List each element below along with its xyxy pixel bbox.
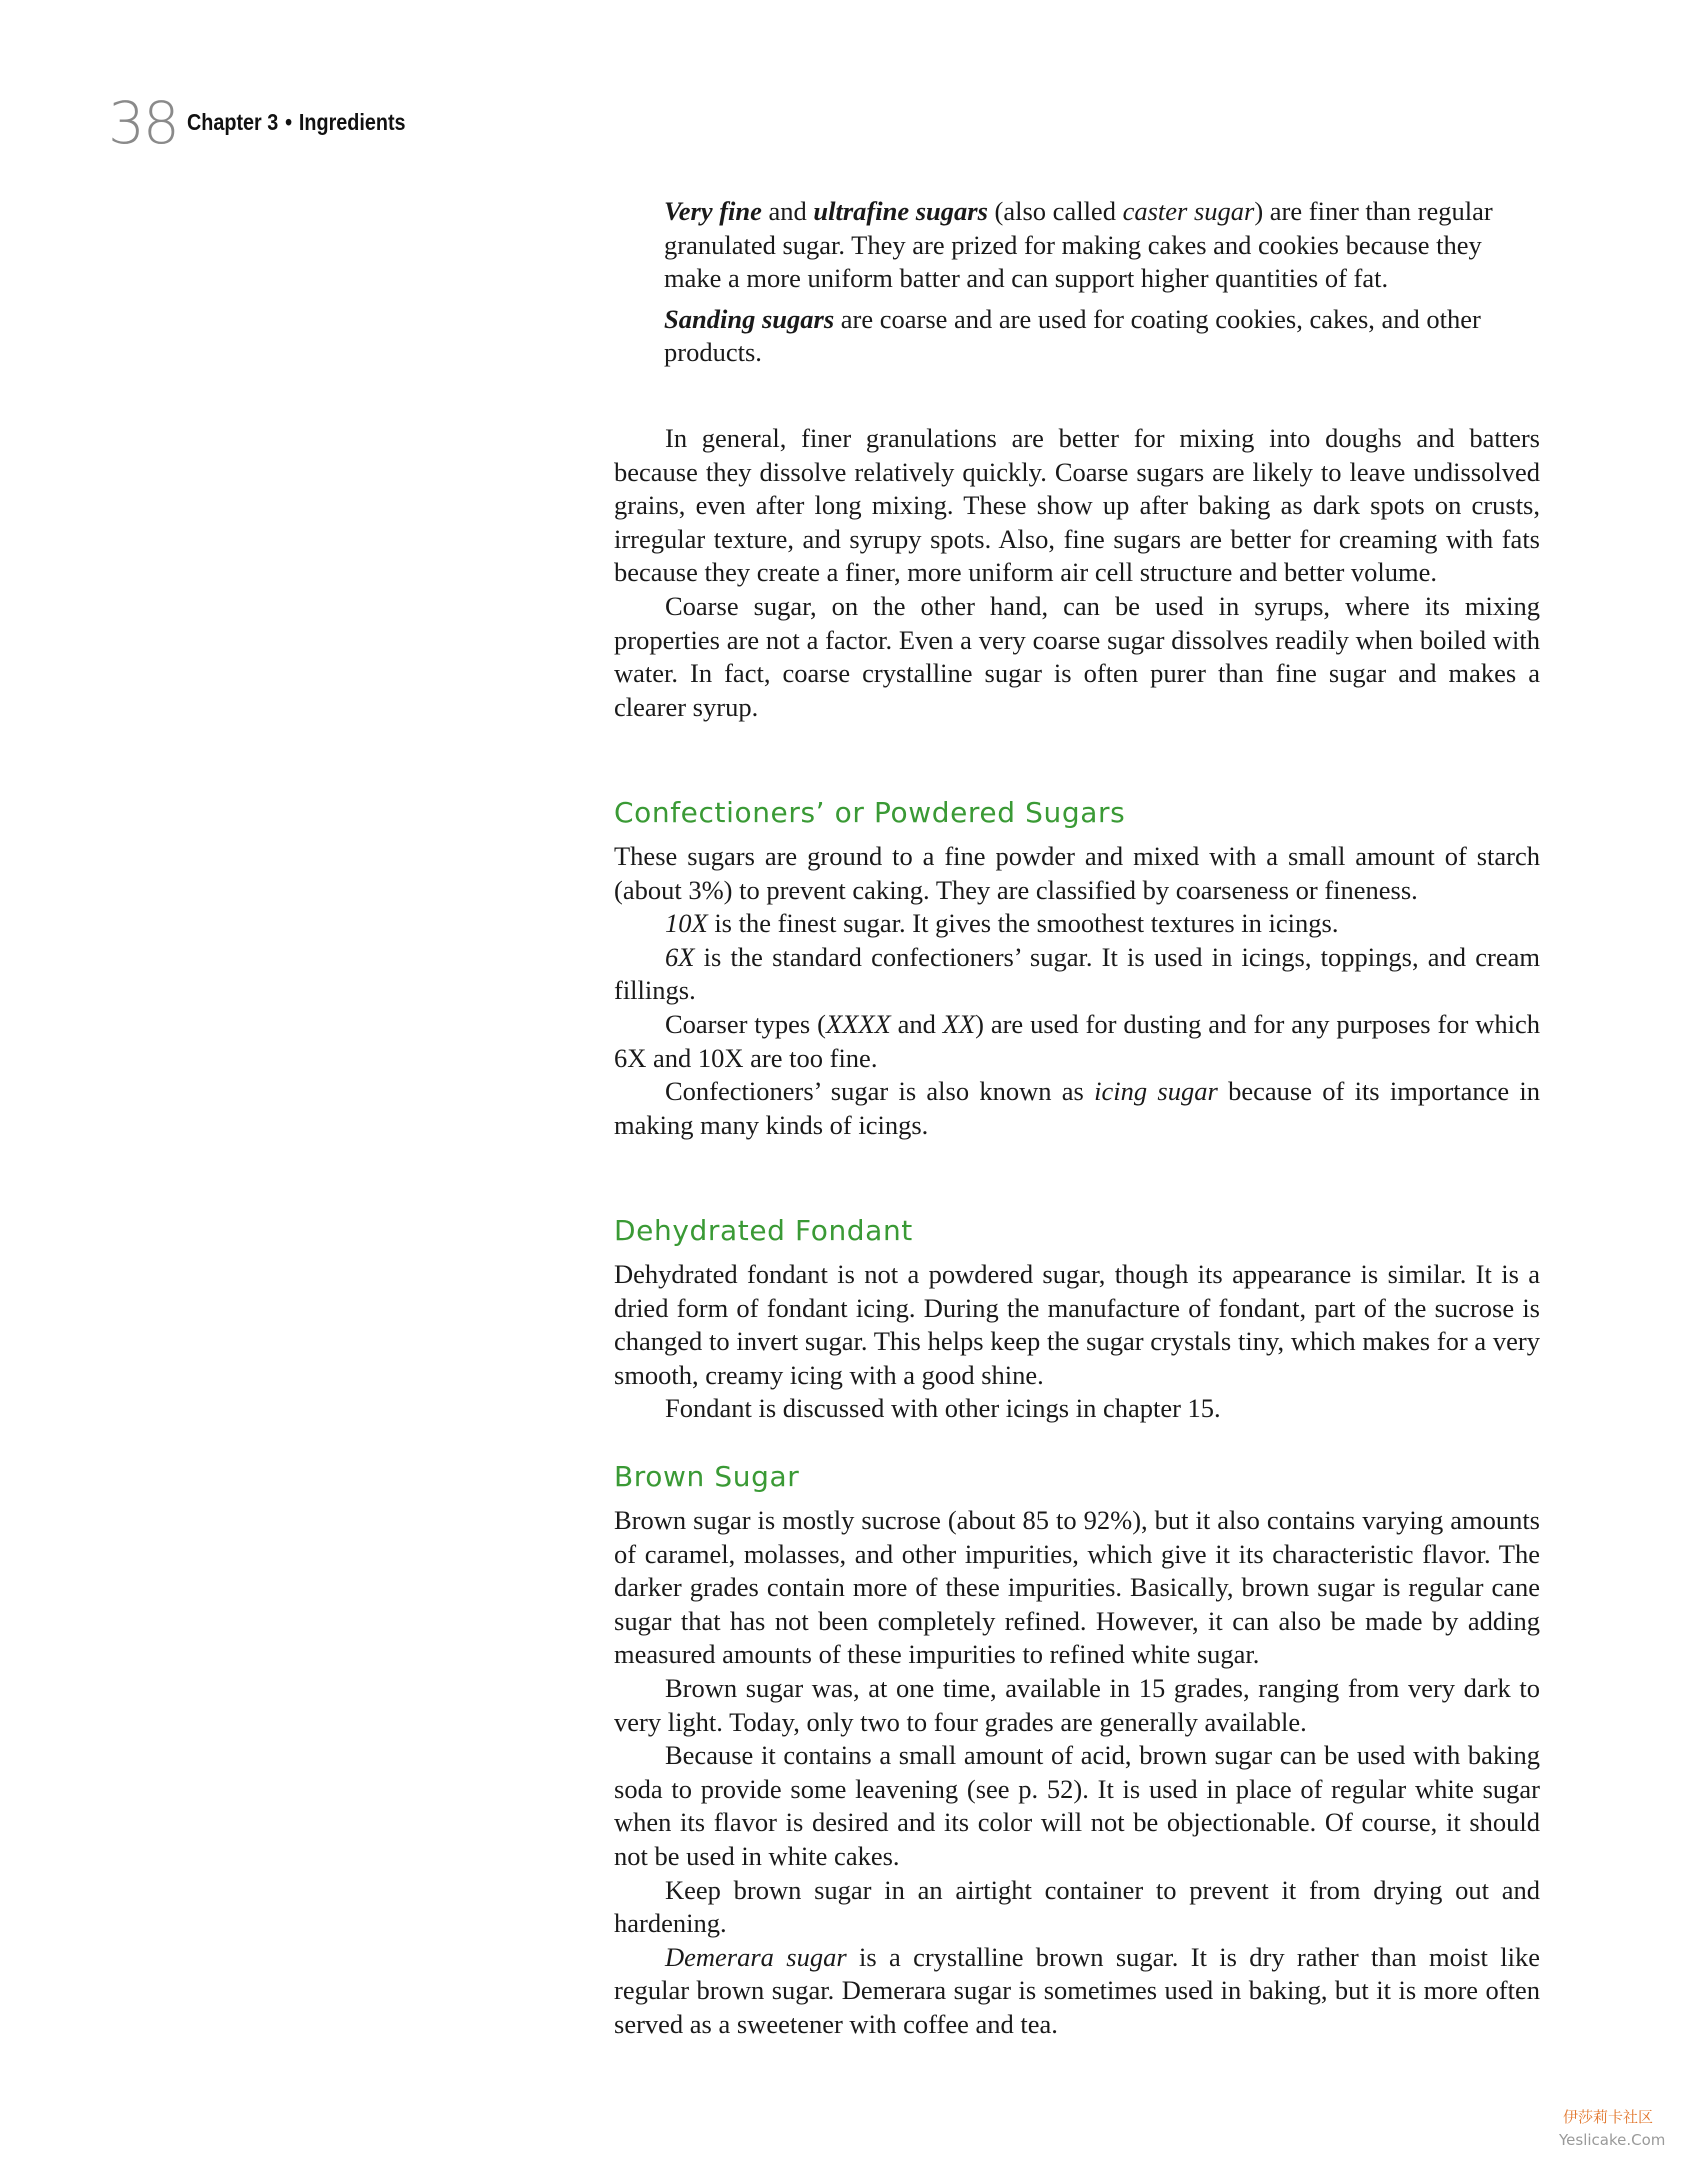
term-caster-sugar: caster sugar [1122,196,1255,226]
running-header [187,109,406,136]
text-run: is a crystalline brown sugar. It is dry rather than moist like regular brown sugar. Demerara sugar is sometimes used in baking, but it is more often served as a sweetener with coffee and tea. [614,1941,1540,2039]
text-run: is the standard confectioners’ sugar. It is used in icings, toppings, and cream fillings. [614,941,1540,1006]
text-run: and [761,196,814,226]
paragraph-icing-sugar [614,1075,1540,1142]
paragraph-demerara [614,1941,1540,2042]
header-separator: • [285,109,293,135]
heading-dehydrated-fondant: Dehydrated Fondant [614,1214,913,1247]
text-run: ) are used for dusting and for any purposes for which 6X and 10X are too fine. [614,1008,1540,1073]
paragraph-very-fine [664,195,1540,296]
term-icing-sugar: icing sugar [1094,1076,1218,1107]
text-run: is the finest sugar. It gives the smoothest textures in icings. [707,908,1339,939]
section-label: Ingredients [298,109,406,135]
paragraph: Dehydrated fondant is not a powdered sugar, though its appearance is similar. It is a dried form of fondant icing. During the manufacture of fondant, part of the sucrose is changed to invert sugar. This helps keep the sugar crystals tiny, which makes for a very smooth, creamy icing with a good shine. [614,1259,1540,1390]
term-very-fine: Very fine [664,196,762,226]
text-run: are coarse and are used for coating cookies, cakes, and other products. [664,303,1481,368]
fondant-section [614,1258,1540,1426]
term-demerara-sugar: Demerara sugar [665,1941,847,1972]
text-run: and [890,1008,943,1039]
paragraph: These sugars are ground to a fine powder and mixed with a small amount of starch (about 3%) to prevent caking. They are classified by coarseness or fineness. [614,841,1540,905]
term-6x: 6X [665,941,695,972]
confectioners-section [614,840,1540,1142]
sugar-types-block [664,195,1540,377]
paragraph: Fondant is discussed with other icings in chapter 15. [665,1393,1221,1424]
paragraph-10x [614,907,1540,941]
text-run: Coarser types ( [665,1008,826,1039]
text-run: (also called [987,196,1123,226]
text-run: because of its importance in making many kinds of icings. [614,1076,1540,1140]
text-run: Confectioners’ sugar is also known as [665,1076,1095,1107]
paragraph: Because it contains a small amount of acid, brown sugar can be used with baking soda to provide some leavening (see p. 52). It is used in place of regular white sugar when its flavor is desired and its color will not be objectionable. Of course, it should not be used in white cakes. [614,1740,1540,1871]
paragraph: Coarse sugar, on the other hand, can be used in syrups, where its mixing properties are not a factor. Even a very coarse sugar dissolves readily when boiled with water. In fact, coarse crystalline sugar is often purer than fine sugar and makes a clearer syrup. [614,590,1540,722]
granulation-section [614,422,1540,724]
paragraph-coarser [614,1008,1540,1075]
heading-confectioners: Confectioners’ or Powdered Sugars [614,796,1126,829]
chapter-label: Chapter 3 [187,109,279,135]
term-sanding-sugars: Sanding sugars [664,303,835,334]
paragraph-6x [614,941,1540,1008]
paragraph: In general, finer granulations are better for mixing into doughs and batters because they dissolve relatively quickly. Coarse sugars are likely to leave undissolved grains, even after long mixing. These show up after baking as dark spots on crusts, irregular texture, and syrupy spots. Also, fine sugars are better for creaming with fats because they create a finer, more uniform air cell structure and better volume. [614,423,1540,588]
paragraph: Brown sugar was, at one time, available in 15 grades, ranging from very dark to very light. Today, only two to four grades are generally available. [614,1672,1540,1737]
page-number: 38 [108,89,178,157]
heading-brown-sugar: Brown Sugar [614,1460,800,1493]
term-ultrafine: ultrafine sugars [813,196,988,226]
paragraph: Brown sugar is mostly sucrose (about 85 to 92%), but it also contains varying amounts of caramel, molasses, and other impurities, which give it its characteristic flavor. The darker grades contain more of these impurities. Basically, brown sugar is regular cane sugar that has not been completely refined. However, it can also be made by adding measured amounts of these impurities to refined white sugar. [614,1505,1540,1670]
brown-sugar-section [614,1504,1540,2042]
paragraph: Keep brown sugar in an airtight container to prevent it from drying out and hardening. [614,1874,1540,1939]
text-run: ) are finer than regular granulated sugar. They are prized for making cakes and cookies because they make a more uniform batter and can support higher quantities of fat. [664,196,1493,294]
term-xxxx: XXXX [825,1008,891,1039]
watermark-chinese: 伊莎莉卡社区 [1563,2108,1654,2126]
term-xx: XX [942,1008,976,1039]
paragraph-sanding [664,303,1540,370]
term-10x: 10X [665,908,708,939]
watermark-site: Yeslicake.Com [1559,2131,1666,2149]
